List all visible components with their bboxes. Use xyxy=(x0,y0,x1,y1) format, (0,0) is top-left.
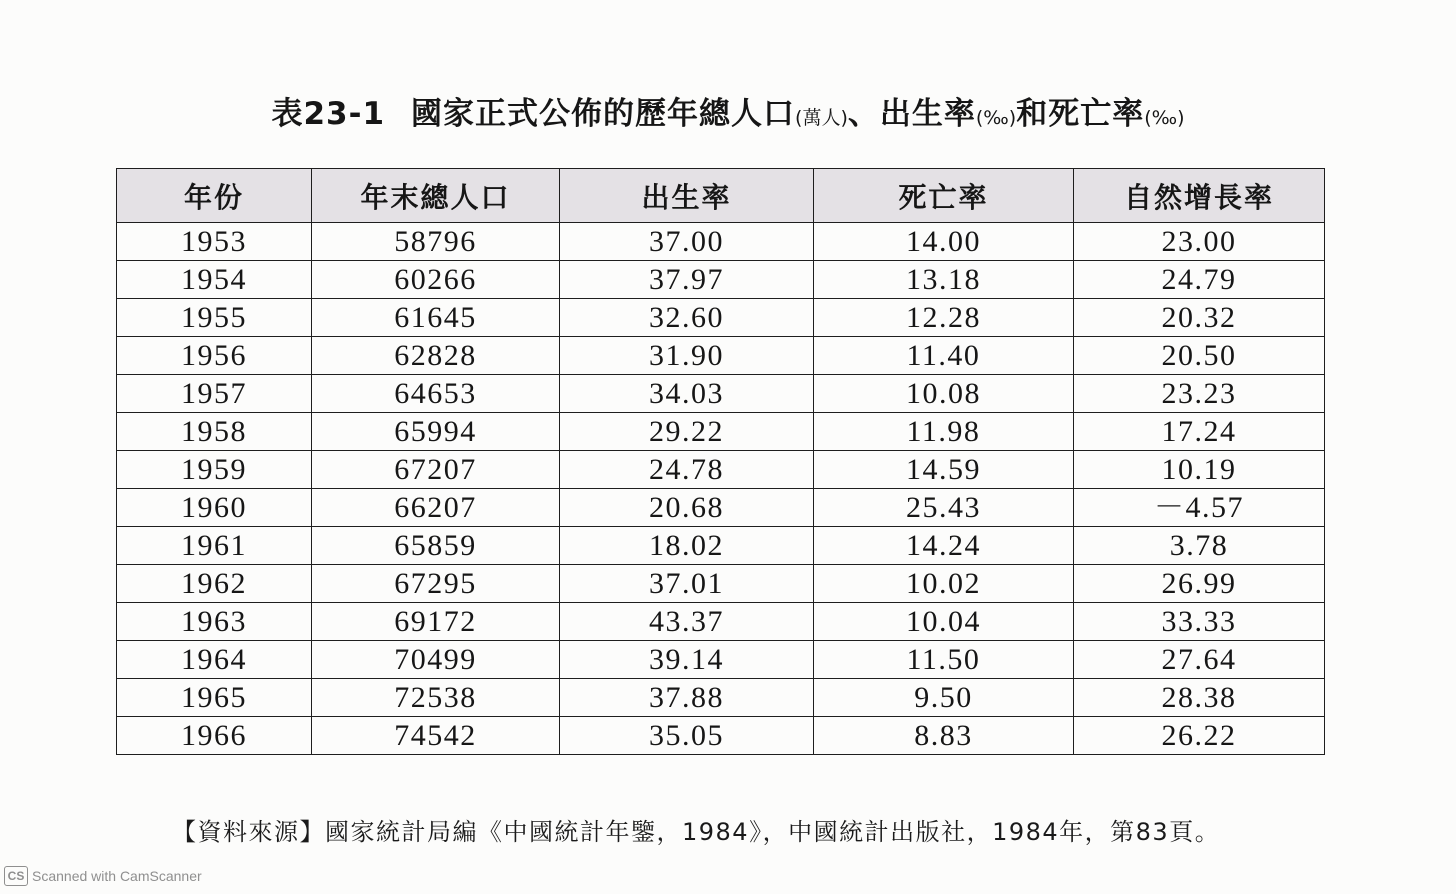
cell-population: 58796 xyxy=(312,223,560,261)
table-row xyxy=(117,375,1325,413)
cell-growth-rate: 26.99 xyxy=(1074,565,1325,603)
title-death-rate: 和死亡率 xyxy=(1016,96,1145,132)
cell-growth-rate: 17.24 xyxy=(1074,413,1325,451)
cell-birth-rate: 18.02 xyxy=(560,527,814,565)
table-row xyxy=(117,299,1325,337)
cell-growth-rate: 20.32 xyxy=(1074,299,1325,337)
table-row xyxy=(117,679,1325,717)
table-row xyxy=(117,413,1325,451)
title-unit-death: (‰) xyxy=(1144,107,1185,129)
cell-birth-rate: 32.60 xyxy=(560,299,814,337)
cell-population: 74542 xyxy=(312,717,560,755)
table-row xyxy=(117,261,1325,299)
table-row xyxy=(117,489,1325,527)
header-birth-rate: 出生率 xyxy=(560,169,814,223)
cell-death-rate: 14.24 xyxy=(814,527,1074,565)
cell-growth-rate: 3.78 xyxy=(1074,527,1325,565)
table-number: 表23-1 xyxy=(271,96,386,132)
cell-year: 1959 xyxy=(117,451,312,489)
cell-growth-rate: 28.38 xyxy=(1074,679,1325,717)
cell-death-rate: 10.02 xyxy=(814,565,1074,603)
population-table xyxy=(116,168,1325,755)
cell-death-rate: 11.40 xyxy=(814,337,1074,375)
cell-year: 1962 xyxy=(117,565,312,603)
cell-year: 1960 xyxy=(117,489,312,527)
table-row xyxy=(117,565,1325,603)
table-row xyxy=(117,641,1325,679)
cell-death-rate: 8.83 xyxy=(814,717,1074,755)
title-unit-population: (萬人) xyxy=(795,107,848,129)
cell-birth-rate: 20.68 xyxy=(560,489,814,527)
cell-year: 1953 xyxy=(117,223,312,261)
cell-death-rate: 13.18 xyxy=(814,261,1074,299)
cell-birth-rate: 37.97 xyxy=(560,261,814,299)
table-header-row xyxy=(117,169,1325,223)
cell-population: 61645 xyxy=(312,299,560,337)
cell-population: 70499 xyxy=(312,641,560,679)
cell-population: 72538 xyxy=(312,679,560,717)
cell-death-rate: 14.59 xyxy=(814,451,1074,489)
cell-birth-rate: 29.22 xyxy=(560,413,814,451)
cell-population: 60266 xyxy=(312,261,560,299)
cell-death-rate: 11.50 xyxy=(814,641,1074,679)
cell-growth-rate: －4.57 xyxy=(1074,489,1325,527)
cell-year: 1963 xyxy=(117,603,312,641)
cell-year: 1966 xyxy=(117,717,312,755)
table-row xyxy=(117,717,1325,755)
title-unit-birth: (‰) xyxy=(975,107,1017,129)
cell-birth-rate: 31.90 xyxy=(560,337,814,375)
cell-death-rate: 9.50 xyxy=(814,679,1074,717)
cell-death-rate: 25.43 xyxy=(814,489,1074,527)
cell-birth-rate: 43.37 xyxy=(560,603,814,641)
table-row xyxy=(117,223,1325,261)
cell-death-rate: 10.08 xyxy=(814,375,1074,413)
cell-population: 64653 xyxy=(312,375,560,413)
cell-birth-rate: 24.78 xyxy=(560,451,814,489)
cell-growth-rate: 23.00 xyxy=(1074,223,1325,261)
cell-year: 1956 xyxy=(117,337,312,375)
cell-death-rate: 10.04 xyxy=(814,603,1074,641)
table-row xyxy=(117,451,1325,489)
cell-population: 69172 xyxy=(312,603,560,641)
cell-birth-rate: 34.03 xyxy=(560,375,814,413)
table-row xyxy=(117,603,1325,641)
camscanner-watermark xyxy=(4,866,202,886)
cell-growth-rate: 20.50 xyxy=(1074,337,1325,375)
watermark-text: Scanned with CamScanner xyxy=(32,868,202,884)
title-main: 國家正式公佈的歷年總人口 xyxy=(411,96,796,132)
cell-death-rate: 14.00 xyxy=(814,223,1074,261)
cell-population: 67207 xyxy=(312,451,560,489)
title-birth-rate: 、出生率 xyxy=(847,96,976,132)
cell-population: 65859 xyxy=(312,527,560,565)
cell-growth-rate: 23.23 xyxy=(1074,375,1325,413)
cell-year: 1958 xyxy=(117,413,312,451)
cell-population: 65994 xyxy=(312,413,560,451)
table-row xyxy=(117,527,1325,565)
camscanner-logo-icon: CS xyxy=(4,866,28,886)
cell-year: 1965 xyxy=(117,679,312,717)
header-year: 年份 xyxy=(117,169,312,223)
cell-population: 67295 xyxy=(312,565,560,603)
table-row xyxy=(117,337,1325,375)
header-death-rate: 死亡率 xyxy=(814,169,1074,223)
cell-year: 1957 xyxy=(117,375,312,413)
cell-growth-rate: 10.19 xyxy=(1074,451,1325,489)
cell-year: 1954 xyxy=(117,261,312,299)
cell-birth-rate: 37.01 xyxy=(560,565,814,603)
cell-birth-rate: 39.14 xyxy=(560,641,814,679)
cell-population: 62828 xyxy=(312,337,560,375)
cell-year: 1964 xyxy=(117,641,312,679)
source-note: 【資料來源】國家統計局編《中國統計年鑒，1984》，中國統計出版社，1984年，第83頁。 xyxy=(172,818,1221,846)
cell-birth-rate: 37.00 xyxy=(560,223,814,261)
cell-growth-rate: 26.22 xyxy=(1074,717,1325,755)
header-growth-rate: 自然增長率 xyxy=(1074,169,1325,223)
cell-growth-rate: 33.33 xyxy=(1074,603,1325,641)
cell-year: 1961 xyxy=(117,527,312,565)
cell-death-rate: 12.28 xyxy=(814,299,1074,337)
cell-birth-rate: 37.88 xyxy=(560,679,814,717)
cell-growth-rate: 24.79 xyxy=(1074,261,1325,299)
header-population: 年末總人口 xyxy=(312,169,560,223)
cell-population: 66207 xyxy=(312,489,560,527)
cell-birth-rate: 35.05 xyxy=(560,717,814,755)
cell-year: 1955 xyxy=(117,299,312,337)
cell-growth-rate: 27.64 xyxy=(1074,641,1325,679)
table-title xyxy=(0,88,1456,133)
cell-death-rate: 11.98 xyxy=(814,413,1074,451)
